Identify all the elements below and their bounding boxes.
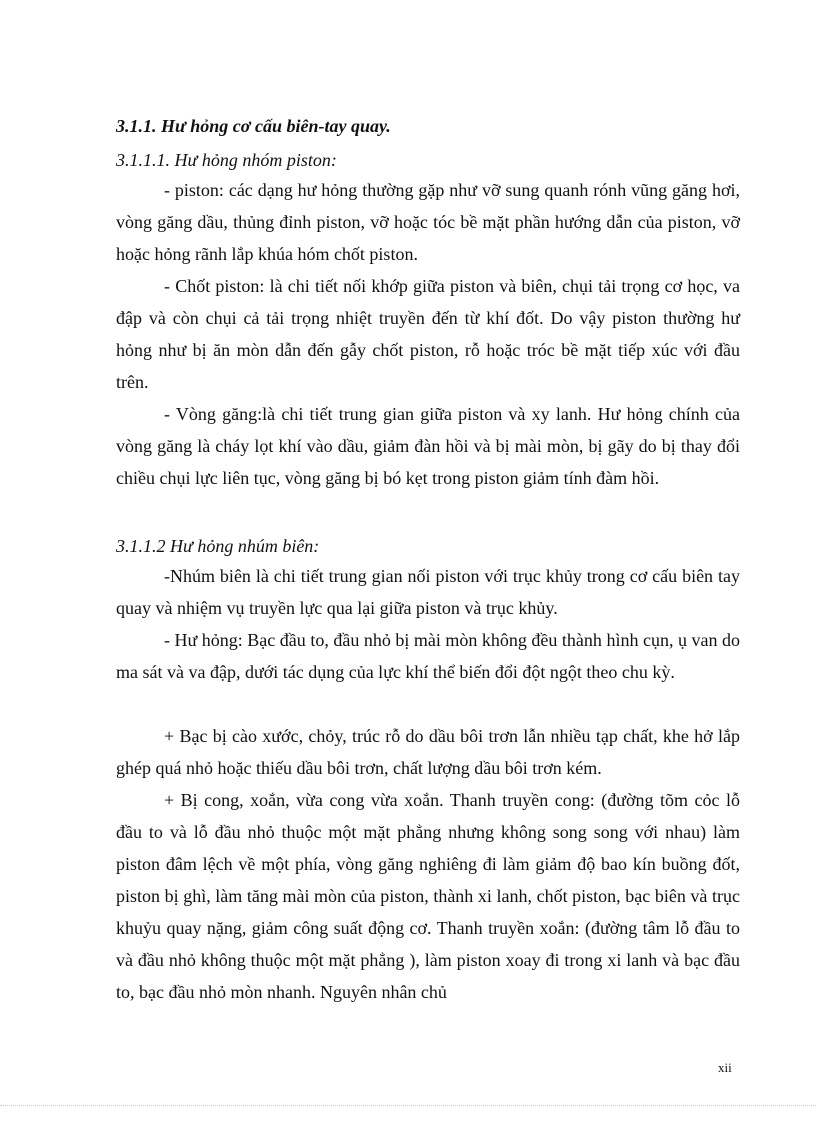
subsection-title-connecting-rod: 3.1.1.2 Hư hỏng nhúm biên: xyxy=(116,536,320,556)
paragraph-damage: - Hư hỏng: Bạc đầu to, đầu nhỏ bị mài mòn không đều thành hình cụn, ụ van do ma sát và va đập, dưới tác dụng của lực khí thể biến đổi đột ngột theo chu kỳ. xyxy=(116,630,740,682)
page-number: xii xyxy=(718,1060,732,1075)
paragraph-connecting-rod: -Nhúm biên là chi tiết trung gian nối piston với trục khủy trong cơ cấu biên tay quay và nhiệm vụ truyền lực qua lại giữa piston và trục khủy. xyxy=(116,566,740,618)
subsection-title-piston: 3.1.1.1. Hư hỏng nhóm piston: xyxy=(116,150,337,170)
paragraph-bent-twisted: + Bị cong, xoắn, vừa cong vừa xoắn. Thanh truyền cong: (đường tõm cỏc lỗ đầu to và lỗ đầu nhỏ thuộc một mặt phẳng nhưng không song song với nhau) làm piston đâm lệch về một phía, vòng găng nghiêng đi làm giảm độ bao kín buồng đốt, piston bị ghì, làm tăng mài mòn của piston, thành xi lanh, chốt piston, bạc biên và trục khuỷu quay nặng, giảm công suất động cơ. Thanh truyền xoắn: (đường tâm lỗ đầu to và đầu nhỏ không thuộc một mặt phẳng ), làm piston xoay đi trong xi lanh và bạc đầu to, bạc đầu nhỏ mòn nhanh. Nguyên nhân chủ xyxy=(116,790,740,1002)
paragraph-bearing-scratch: + Bạc bị cào xước, chỏy, trúc rỗ do dầu bôi trơn lẫn nhiều tạp chất, khe hở lắp ghép quá nhỏ hoặc thiếu dầu bôi trơn, chất lượng dầu bôi trơn kém. xyxy=(116,726,740,778)
paragraph-piston-pin: - Chốt piston: là chi tiết nối khớp giữa piston và biên, chụi tải trọng cơ học, va đập và còn chụi cả tải trọng nhiệt truyền đến từ khí đốt. Do vậy piston thường hư hỏng như bị ăn mòn dẫn đến gẫy chốt piston, rỗ hoặc tróc bề mặt tiếp xúc với đầu trên. xyxy=(116,276,740,392)
paragraph-piston-ring: - Vòng găng:là chi tiết trung gian giữa piston và xy lanh. Hư hỏng chính của vòng găng là cháy lọt khí vào dầu, giảm đàn hồi và bị mài mòn, bị gãy do bị thay đổi chiều chụi lực liên tục, vòng găng bị bó kẹt trong piston giảm tính đàm hồi. xyxy=(116,404,740,488)
page-bottom-rule xyxy=(0,1105,816,1106)
paragraph-piston: - piston: các dạng hư hỏng thường gặp như vỡ sung quanh rónh vũng găng hơi, vòng găng dầu, thủng đỉnh piston, vỡ hoặc tóc bề mặt phần hướng dẫn của piston, vỡ hoặc hỏng rãnh lắp khúa hóm chốt piston. xyxy=(116,180,740,264)
section-heading: 3.1.1. Hư hỏng cơ cấu biên-tay quay. xyxy=(116,116,391,136)
